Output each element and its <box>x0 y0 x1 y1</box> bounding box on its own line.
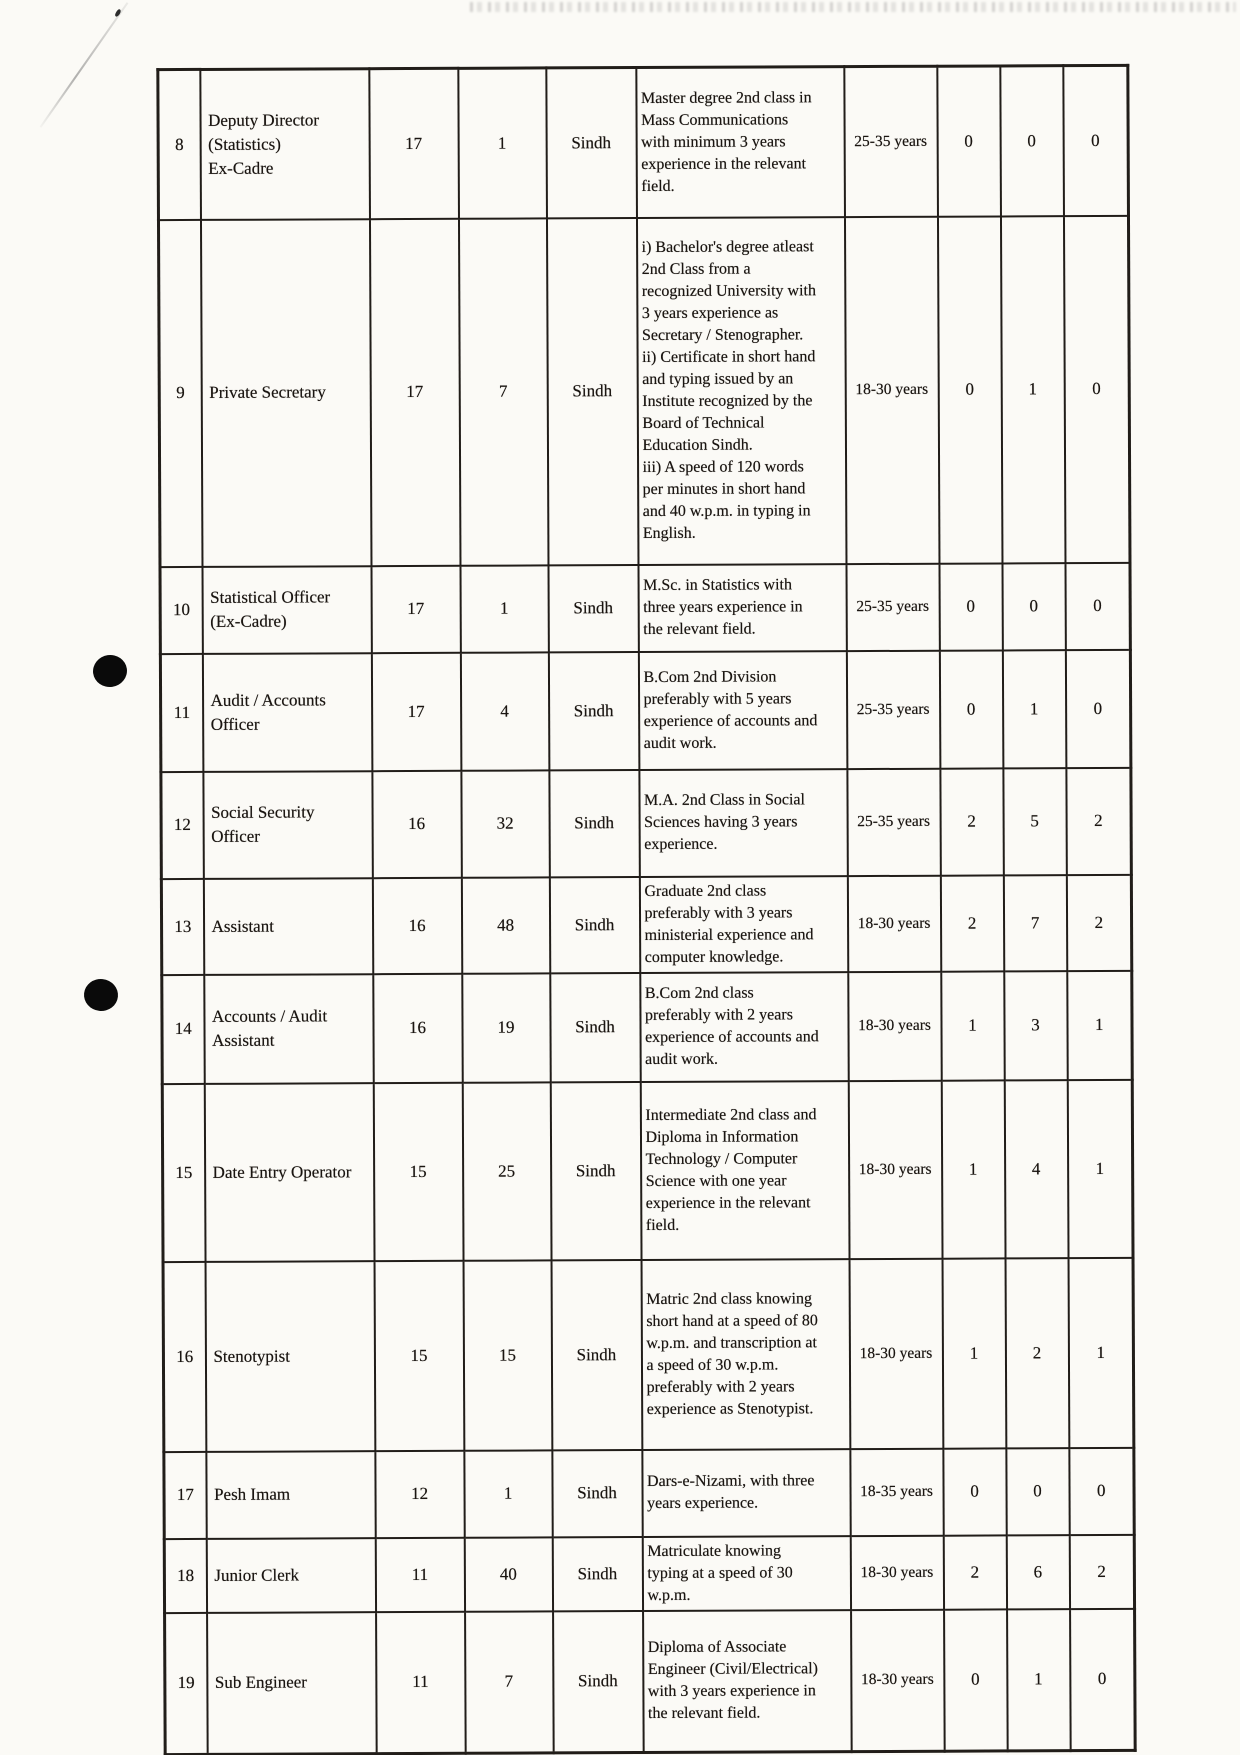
cell-quota-2: 1 <box>1000 216 1065 563</box>
cell-position-title: Private Secretary <box>200 219 371 567</box>
cell-domicile: Sindh <box>551 1260 642 1450</box>
cell-quota-2: 3 <box>1004 971 1067 1080</box>
cell-quota-3: 0 <box>1070 1608 1136 1750</box>
cell-age-range: 18-30 years <box>847 875 940 971</box>
cell-quota-2: 6 <box>1006 1535 1069 1609</box>
cell-posts-count: 40 <box>464 1537 552 1611</box>
cell-quota-1: 0 <box>937 216 1002 563</box>
cell-quota-3: 0 <box>1063 65 1129 215</box>
cell-serial-number: 10 <box>160 566 202 653</box>
cell-quota-1: 0 <box>943 1448 1006 1535</box>
cell-age-range: 18-30 years <box>851 1609 945 1751</box>
cell-quota-3: 0 <box>1069 1447 1134 1534</box>
cell-serial-number: 14 <box>162 974 204 1083</box>
vacancy-row <box>165 1608 1136 1754</box>
cell-grade: 15 <box>373 1082 463 1260</box>
cell-quota-2: 0 <box>1002 563 1065 650</box>
cell-domicile: Sindh <box>550 973 640 1082</box>
vacancy-row <box>158 65 1129 219</box>
cell-grade: 11 <box>376 1611 466 1753</box>
cell-grade: 16 <box>372 877 461 973</box>
vacancy-row <box>163 1257 1134 1451</box>
vacancy-row <box>162 1079 1133 1261</box>
cell-age-range: 18-30 years <box>848 1080 942 1258</box>
cell-quota-1: 1 <box>941 971 1004 1080</box>
cell-age-range: 18-30 years <box>848 971 941 1080</box>
cell-quota-2: 0 <box>1000 66 1064 216</box>
vacancy-row <box>158 215 1130 566</box>
cell-age-range: 25-35 years <box>844 66 938 216</box>
hole-punch-bottom <box>82 977 119 1012</box>
vacancy-row <box>160 649 1131 771</box>
cell-grade: 17 <box>369 218 460 565</box>
cell-domicile: Sindh <box>546 68 637 218</box>
cell-grade: 17 <box>371 652 461 770</box>
vacancy-row <box>160 562 1130 653</box>
cell-quota-1: 0 <box>944 1609 1008 1751</box>
cell-quota-1: 0 <box>939 650 1003 768</box>
cell-grade: 16 <box>372 770 461 877</box>
cell-posts-count: 7 <box>465 1611 554 1753</box>
cell-age-range: 25-35 years <box>847 768 940 875</box>
cell-quota-2: 0 <box>1006 1448 1069 1535</box>
vacancy-table-body <box>158 65 1135 1754</box>
cell-serial-number: 16 <box>163 1261 206 1451</box>
cell-serial-number: 11 <box>160 653 203 771</box>
cell-age-range: 18-30 years <box>844 216 939 563</box>
cell-quota-2: 1 <box>1002 650 1066 768</box>
cell-quota-2: 5 <box>1003 768 1066 875</box>
cell-domicile: Sindh <box>552 1537 642 1611</box>
cell-qualification: Matric 2nd class knowing short hand at a speed of 80 w.p.m. and transcription at a speed of 30 w.p.m. preferably with 2 years experience as Stenotypist. <box>641 1259 850 1450</box>
cell-serial-number: 18 <box>164 1538 206 1612</box>
cell-grade: 17 <box>369 68 459 218</box>
cell-quota-3: 0 <box>1065 649 1131 767</box>
cell-position-title: Junior Clerk <box>206 1538 375 1613</box>
cell-domicile: Sindh <box>548 565 638 652</box>
cell-posts-count: 25 <box>462 1082 551 1260</box>
cell-age-range: 18-35 years <box>850 1448 943 1535</box>
cell-position-title: Statistical Officer (Ex-Cadre) <box>202 566 371 654</box>
cell-quota-2: 1 <box>1007 1609 1071 1751</box>
cell-position-title: Sub Engineer <box>207 1612 377 1755</box>
cell-grade: 11 <box>375 1537 464 1611</box>
scan-smudge-top <box>470 2 1236 12</box>
cell-position-title: Accounts / Audit Assistant <box>204 974 373 1084</box>
cell-posts-count: 1 <box>458 68 547 218</box>
cell-qualification: Master degree 2nd class in Mass Communications with minimum 3 years experience in the relevant field. <box>636 67 845 218</box>
cell-posts-count: 19 <box>462 973 550 1082</box>
cell-qualification: Matriculate knowing typing at a speed of 30 w.p.m. <box>642 1536 850 1611</box>
cell-quota-3: 1 <box>1067 970 1132 1079</box>
cell-age-range: 18-30 years <box>849 1258 943 1448</box>
cell-quota-2: 2 <box>1005 1258 1069 1448</box>
cell-qualification: Intermediate 2nd class and Diploma in Information Technology / Computer Science with one year experience in the relevant field. <box>640 1081 849 1260</box>
cell-domicile: Sindh <box>549 877 639 973</box>
vacancy-row <box>164 1447 1134 1538</box>
cell-age-range: 18-30 years <box>850 1535 943 1609</box>
cell-quota-1: 0 <box>939 563 1002 650</box>
cell-domicile: Sindh <box>552 1450 642 1537</box>
vacancy-row <box>161 767 1131 878</box>
cell-quota-1: 1 <box>941 1080 1005 1258</box>
cell-posts-count: 7 <box>458 218 548 565</box>
cell-quota-1: 2 <box>940 768 1003 875</box>
cell-qualification: B.Com 2nd class preferably with 2 years experience of accounts and audit work. <box>640 972 848 1082</box>
cell-qualification: B.Com 2nd Division preferably with 5 years experience of accounts and audit work. <box>638 651 847 770</box>
cell-serial-number: 13 <box>161 878 203 974</box>
cell-posts-count: 4 <box>460 652 549 770</box>
cell-position-title: Social Security Officer <box>203 771 372 879</box>
cell-quota-3: 1 <box>1068 1257 1134 1447</box>
cell-quota-1: 1 <box>942 1258 1006 1448</box>
cell-serial-number: 9 <box>158 219 202 566</box>
vacancy-row <box>164 1534 1134 1612</box>
cell-grade: 12 <box>375 1450 464 1537</box>
cell-qualification: i) Bachelor's degree atleast 2nd Class from a recognized University with 3 years experience as Secretary / Stenographer. ii) Certificate in short hand and typing issued by an Institute recognized by the Board of Technical Education Sindh. iii) A speed of 120 words per minutes in short hand and 40 w.p.m. in typing in English. <box>636 217 846 565</box>
cell-posts-count: 15 <box>463 1260 552 1450</box>
cell-domicile: Sindh <box>548 652 639 770</box>
cell-quota-2: 4 <box>1004 1080 1068 1258</box>
cell-domicile: Sindh <box>549 770 639 877</box>
cell-quota-1: 2 <box>940 875 1003 971</box>
cell-domicile: Sindh <box>553 1611 644 1753</box>
cell-quota-2: 7 <box>1003 875 1066 971</box>
vacancy-row <box>161 874 1131 974</box>
cell-quota-3: 2 <box>1066 874 1131 970</box>
cell-quota-1: 0 <box>937 66 1001 216</box>
cell-serial-number: 12 <box>161 771 203 878</box>
cell-posts-count: 48 <box>461 877 549 973</box>
cell-qualification: Diploma of Associate Engineer (Civil/Electrical) with 3 years experience in the relevant field. <box>643 1610 852 1753</box>
cell-domicile: Sindh <box>546 218 638 565</box>
cell-serial-number: 19 <box>165 1612 208 1754</box>
cell-qualification: M.Sc. in Statistics with three years experience in the relevant field. <box>638 564 846 652</box>
cell-quota-3: 2 <box>1066 767 1131 874</box>
cell-quota-3: 0 <box>1065 562 1130 649</box>
cell-domicile: Sindh <box>550 1082 641 1260</box>
cell-quota-3: 0 <box>1063 215 1130 562</box>
cell-posts-count: 32 <box>461 770 549 877</box>
hole-punch-top <box>91 653 129 689</box>
vacancy-table <box>156 64 1136 1755</box>
cell-position-title: Pesh Imam <box>206 1451 375 1539</box>
cell-grade: 16 <box>373 973 462 1082</box>
cell-serial-number: 15 <box>162 1083 205 1261</box>
vacancy-row <box>162 970 1132 1083</box>
cell-quota-3: 1 <box>1067 1079 1133 1257</box>
cell-age-range: 25-35 years <box>846 650 940 768</box>
cell-grade: 15 <box>374 1260 464 1450</box>
cell-position-title: Audit / Accounts Officer <box>202 653 372 772</box>
cell-quota-3: 2 <box>1069 1534 1134 1608</box>
cell-qualification: M.A. 2nd Class in Social Sciences having 3 years experience. <box>639 769 847 877</box>
cell-grade: 17 <box>371 565 460 652</box>
cell-position-title: Date Entry Operator <box>204 1083 374 1262</box>
cell-serial-number: 8 <box>158 69 201 219</box>
cell-posts-count: 1 <box>464 1450 552 1537</box>
cell-qualification: Dars-e-Nizami, with three years experience. <box>642 1449 850 1537</box>
cell-position-title: Deputy Director (Statistics) Ex-Cadre <box>200 69 370 220</box>
cell-serial-number: 17 <box>164 1451 206 1538</box>
scan-crease-line <box>40 2 129 128</box>
cell-quota-1: 2 <box>943 1535 1006 1609</box>
cell-age-range: 25-35 years <box>846 563 939 650</box>
cell-posts-count: 1 <box>460 565 548 652</box>
cell-position-title: Assistant <box>203 878 372 975</box>
cell-position-title: Stenotypist <box>205 1261 375 1452</box>
cell-qualification: Graduate 2nd class preferably with 3 years ministerial experience and computer knowledge. <box>639 876 847 973</box>
